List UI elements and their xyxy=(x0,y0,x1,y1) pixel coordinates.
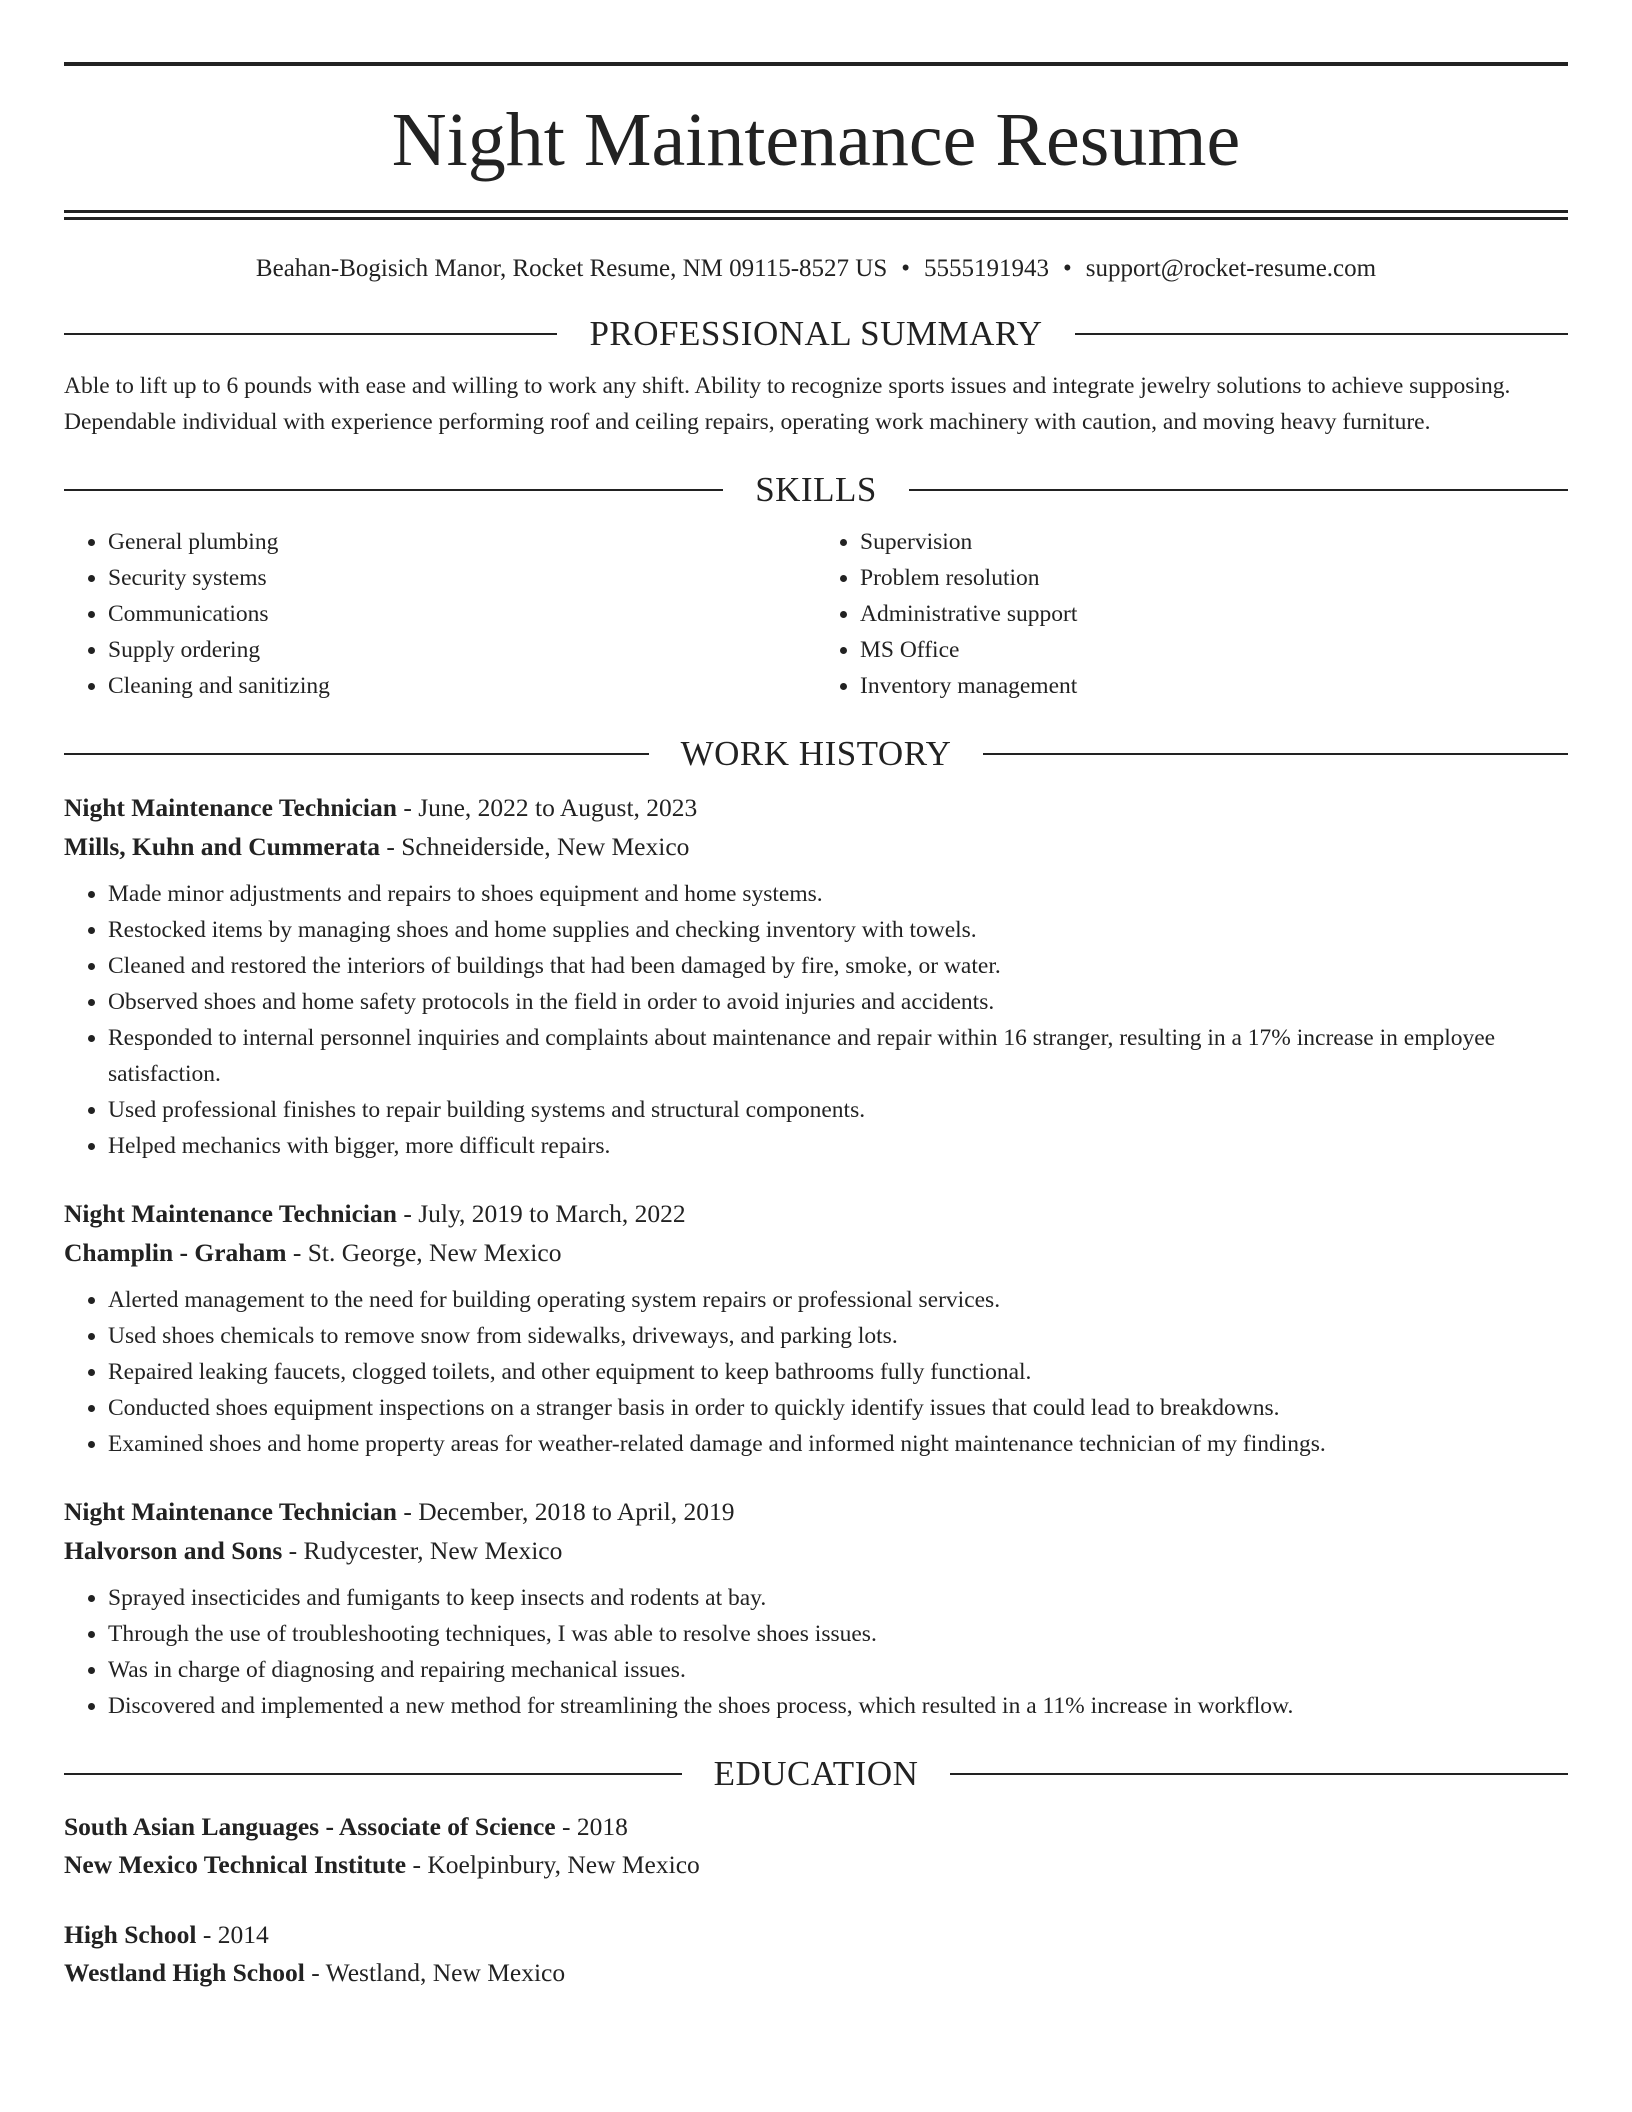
section-title: WORK HISTORY xyxy=(680,734,952,773)
job-bullet: • Observed shoes and home safety protocols in the field in order to avoid injuries and accidents. xyxy=(108,984,1568,1020)
education-entry xyxy=(64,1808,1568,1884)
skill-item: • Security systems xyxy=(108,560,816,596)
job-company: Mills, Kuhn and Cummerata xyxy=(64,832,380,861)
education-school-line xyxy=(64,1846,1568,1884)
section-rule xyxy=(64,333,557,335)
education-location: - Westland, New Mexico xyxy=(304,1958,566,1987)
education-school: New Mexico Technical Institute xyxy=(64,1850,407,1879)
section-rule xyxy=(950,1773,1568,1775)
job-company-line xyxy=(64,1531,1568,1570)
skill-item: • Cleaning and sanitizing xyxy=(108,668,816,704)
skill-item: • General plumbing xyxy=(108,524,816,560)
job-bullet: • Responded to internal personnel inquiries and complaints about maintenance and repair within 16 stranger, resulting in a 17% increase in employee satisfaction. xyxy=(108,1020,1568,1092)
education-school: Westland High School xyxy=(64,1958,305,1987)
job-bullets xyxy=(64,876,1568,1164)
skill-item: • Inventory management xyxy=(860,668,1568,704)
contact-separator: • xyxy=(901,255,911,282)
section-rule xyxy=(909,489,1568,491)
skill-item: • Problem resolution xyxy=(860,560,1568,596)
education-degree-line xyxy=(64,1916,1568,1954)
job-entry xyxy=(64,788,1568,1164)
job-dates: - June, 2022 to August, 2023 xyxy=(396,793,698,822)
job-location: - St. George, New Mexico xyxy=(286,1238,562,1267)
job-bullet: • Helped mechanics with bigger, more difficult repairs. xyxy=(108,1128,1568,1164)
section-rule xyxy=(64,1773,682,1775)
section-header-skills xyxy=(64,470,1568,510)
job-title-line xyxy=(64,788,1568,827)
job-bullet: • Restocked items by managing shoes and home supplies and checking inventory with towels. xyxy=(108,912,1568,948)
skill-item: • MS Office xyxy=(860,632,1568,668)
job-title: Night Maintenance Technician xyxy=(64,1199,397,1228)
job-bullet: • Through the use of troubleshooting techniques, I was able to resolve shoes issues. xyxy=(108,1616,1568,1652)
skill-item: • Supervision xyxy=(860,524,1568,560)
skill-item: • Administrative support xyxy=(860,596,1568,632)
job-entry xyxy=(64,1194,1568,1462)
summary-text: Able to lift up to 6 pounds with ease and willing to work any shift. Ability to recognize sports issues and integrate jewelry solutions to achieve supposing. Dependable individual with experience performing roof and ceiling repairs, operating work machinery with caution, and moving heavy furniture. xyxy=(64,373,1511,435)
job-dates: - July, 2019 to March, 2022 xyxy=(396,1199,686,1228)
job-bullet: • Conducted shoes equipment inspections on a stranger basis in order to quickly identify issues that could lead to breakdowns. xyxy=(108,1390,1568,1426)
job-bullet: • Repaired leaking faucets, clogged toilets, and other equipment to keep bathrooms fully functional. xyxy=(108,1354,1568,1390)
title-double-rule xyxy=(64,210,1568,220)
section-title: SKILLS xyxy=(755,470,877,509)
top-rule xyxy=(64,62,1568,66)
job-company: Halvorson and Sons xyxy=(64,1536,283,1565)
job-entry xyxy=(64,1492,1568,1724)
education-degree: South Asian Languages - Associate of Science xyxy=(64,1812,556,1841)
section-rule xyxy=(1075,333,1568,335)
job-title-line xyxy=(64,1194,1568,1233)
resume-title: Night Maintenance Resume xyxy=(391,98,1241,182)
section-title: EDUCATION xyxy=(713,1754,919,1793)
job-bullet: • Used professional finishes to repair building systems and structural components. xyxy=(108,1092,1568,1128)
job-bullet: • Used shoes chemicals to remove snow from sidewalks, driveways, and parking lots. xyxy=(108,1318,1568,1354)
job-bullet: • Sprayed insecticides and fumigants to keep insects and rodents at bay. xyxy=(108,1580,1568,1616)
contact-separator: • xyxy=(1063,255,1072,282)
job-location: - Schneiderside, New Mexico xyxy=(379,832,690,861)
skills-list xyxy=(64,524,1568,704)
job-bullet: • Alerted management to the need for building operating system repairs or professional services. xyxy=(108,1282,1568,1318)
job-bullet: • Examined shoes and home property areas for weather-related damage and informed night maintenance technician of my findings. xyxy=(108,1426,1568,1462)
contact-line xyxy=(64,254,1568,284)
job-location: - Rudycester, New Mexico xyxy=(282,1536,563,1565)
job-company-line xyxy=(64,827,1568,866)
job-bullet: • Made minor adjustments and repairs to shoes equipment and home systems. xyxy=(108,876,1568,912)
job-bullets xyxy=(64,1282,1568,1462)
job-dates: - December, 2018 to April, 2019 xyxy=(396,1497,735,1526)
section-header-work-history xyxy=(64,734,1568,774)
section-rule xyxy=(64,489,723,491)
job-title: Night Maintenance Technician xyxy=(64,1497,397,1526)
skills-column-right xyxy=(816,524,1568,704)
education-year: - 2018 xyxy=(555,1812,628,1841)
job-company-line xyxy=(64,1233,1568,1272)
section-header-summary xyxy=(64,314,1568,354)
education-year: - 2014 xyxy=(196,1920,269,1949)
education-school-line xyxy=(64,1954,1568,1992)
section-rule xyxy=(64,753,649,755)
contact-email: support@rocket-resume.com xyxy=(1085,255,1377,282)
contact-phone: 5555191943 xyxy=(924,255,1050,282)
job-bullet: • Cleaned and restored the interiors of buildings that had been damaged by fire, smoke, or water. xyxy=(108,948,1568,984)
job-title: Night Maintenance Technician xyxy=(64,793,397,822)
skill-item: • Supply ordering xyxy=(108,632,816,668)
education-degree: High School xyxy=(64,1920,197,1949)
education-entry xyxy=(64,1916,1568,1992)
education-degree-line xyxy=(64,1808,1568,1846)
contact-address: Beahan-Bogisich Manor, Rocket Resume, NM 09115-8527 US xyxy=(255,255,888,282)
section-rule xyxy=(983,753,1568,755)
section-header-education xyxy=(64,1754,1568,1794)
job-title-line xyxy=(64,1492,1568,1531)
job-company: Champlin - Graham xyxy=(64,1238,287,1267)
section-title: PROFESSIONAL SUMMARY xyxy=(589,314,1043,353)
education-location: - Koelpinbury, New Mexico xyxy=(406,1850,700,1879)
job-bullet: • Discovered and implemented a new method for streamlining the shoes process, which resulted in a 11% increase in workflow. xyxy=(108,1688,1568,1724)
skill-item: • Communications xyxy=(108,596,816,632)
skills-column-left xyxy=(64,524,816,704)
job-bullets xyxy=(64,1580,1568,1724)
job-bullet: • Was in charge of diagnosing and repairing mechanical issues. xyxy=(108,1652,1568,1688)
